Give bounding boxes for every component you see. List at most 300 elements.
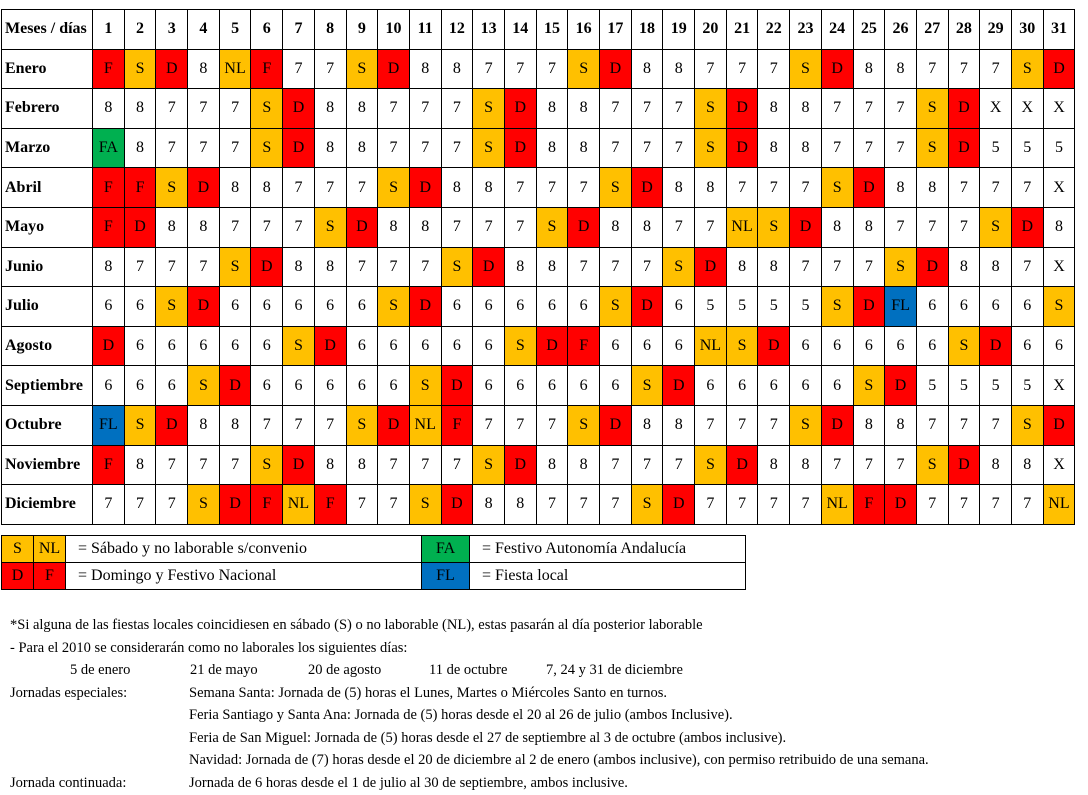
day-cell: 7 bbox=[695, 405, 727, 445]
month-row-diciembre bbox=[2, 485, 1075, 525]
day-cell: 6 bbox=[916, 326, 948, 366]
day-header: 5 bbox=[219, 10, 251, 50]
day-cell: 7 bbox=[378, 247, 410, 287]
day-cell: S bbox=[631, 366, 663, 406]
notes bbox=[10, 614, 929, 794]
day-cell: FL bbox=[885, 287, 917, 327]
day-cell: 7 bbox=[473, 207, 505, 247]
day-cell: 8 bbox=[885, 49, 917, 89]
day-cell: F bbox=[568, 326, 600, 366]
day-cell: 6 bbox=[790, 326, 822, 366]
day-cell: 7 bbox=[283, 168, 315, 208]
day-cell: 7 bbox=[378, 485, 410, 525]
day-cell: 6 bbox=[314, 366, 346, 406]
day-cell: S bbox=[124, 49, 156, 89]
day-header: 18 bbox=[631, 10, 663, 50]
day-cell: 7 bbox=[409, 128, 441, 168]
day-cell: D bbox=[916, 247, 948, 287]
day-cell: 6 bbox=[441, 287, 473, 327]
day-cell: D bbox=[504, 445, 536, 485]
day-cell: D bbox=[409, 168, 441, 208]
day-cell: S bbox=[314, 207, 346, 247]
day-cell: F bbox=[251, 485, 283, 525]
day-cell: 5 bbox=[980, 128, 1012, 168]
day-cell: 6 bbox=[695, 366, 727, 406]
day-cell: 8 bbox=[536, 247, 568, 287]
day-cell: D bbox=[93, 326, 125, 366]
day-cell: 6 bbox=[346, 287, 378, 327]
day-cell: 7 bbox=[219, 89, 251, 129]
day-cell: 7 bbox=[314, 168, 346, 208]
day-cell: 8 bbox=[821, 207, 853, 247]
day-cell: S bbox=[1011, 405, 1043, 445]
day-cell: 6 bbox=[568, 287, 600, 327]
day-cell: D bbox=[504, 89, 536, 129]
date-item: 11 de octubre bbox=[429, 662, 508, 678]
day-cell: 8 bbox=[726, 247, 758, 287]
day-header: 1 bbox=[93, 10, 125, 50]
day-cell: D bbox=[378, 49, 410, 89]
legend-swatch-d: D bbox=[2, 563, 34, 590]
day-cell: NL bbox=[1043, 485, 1075, 525]
day-cell: 7 bbox=[853, 247, 885, 287]
day-cell: 6 bbox=[378, 326, 410, 366]
day-cell: 6 bbox=[916, 287, 948, 327]
day-cell: D bbox=[948, 128, 980, 168]
day-cell: X bbox=[1043, 445, 1075, 485]
day-cell: 6 bbox=[536, 366, 568, 406]
day-cell: 7 bbox=[663, 89, 695, 129]
month-row-enero bbox=[2, 49, 1075, 89]
day-cell: X bbox=[1043, 366, 1075, 406]
day-cell: 6 bbox=[124, 366, 156, 406]
note-local-holidays: *Si alguna de las fiestas locales coincidiesen en sábado (S) o no laborable (NL), estas pasarán al día posterior laborable bbox=[10, 617, 703, 633]
day-cell: 6 bbox=[93, 287, 125, 327]
day-cell: 7 bbox=[631, 89, 663, 129]
day-cell: 7 bbox=[251, 207, 283, 247]
day-header: 14 bbox=[504, 10, 536, 50]
day-cell: 7 bbox=[758, 49, 790, 89]
day-cell: 7 bbox=[631, 247, 663, 287]
day-cell: 5 bbox=[726, 287, 758, 327]
day-cell: 7 bbox=[504, 207, 536, 247]
day-cell: 8 bbox=[283, 247, 315, 287]
day-cell: 7 bbox=[409, 247, 441, 287]
day-cell: 7 bbox=[1011, 485, 1043, 525]
day-header: 11 bbox=[409, 10, 441, 50]
day-cell: 7 bbox=[726, 485, 758, 525]
day-cell: D bbox=[504, 128, 536, 168]
day-cell: F bbox=[251, 49, 283, 89]
month-row-octubre bbox=[2, 405, 1075, 445]
day-cell: D bbox=[188, 168, 220, 208]
day-header: 16 bbox=[568, 10, 600, 50]
day-cell: 8 bbox=[790, 128, 822, 168]
day-cell: 6 bbox=[536, 287, 568, 327]
date-item: 5 de enero bbox=[70, 662, 131, 678]
legend-text-autonomia: = Festivo Autonomía Andalucía bbox=[470, 536, 746, 563]
day-cell: 7 bbox=[821, 247, 853, 287]
non-working-dates bbox=[10, 659, 703, 682]
day-header: 25 bbox=[853, 10, 885, 50]
day-cell: S bbox=[600, 168, 632, 208]
day-cell: NL bbox=[695, 326, 727, 366]
day-cell: 5 bbox=[695, 287, 727, 327]
day-cell: 7 bbox=[916, 49, 948, 89]
day-cell: 8 bbox=[536, 89, 568, 129]
day-cell: 8 bbox=[536, 445, 568, 485]
day-header: 4 bbox=[188, 10, 220, 50]
day-cell: 6 bbox=[219, 287, 251, 327]
day-cell: 6 bbox=[1011, 326, 1043, 366]
day-cell: 7 bbox=[980, 49, 1012, 89]
day-cell: 8 bbox=[93, 247, 125, 287]
month-row-abril bbox=[2, 168, 1075, 208]
day-cell: 7 bbox=[758, 168, 790, 208]
day-cell: 8 bbox=[93, 89, 125, 129]
day-cell: 7 bbox=[821, 445, 853, 485]
day-cell: 7 bbox=[124, 485, 156, 525]
day-cell: 6 bbox=[631, 326, 663, 366]
special-item: Feria de San Miguel: Jornada de (5) horas desde el 27 de septiembre al 3 de octubre (ambos inclusive). bbox=[189, 729, 787, 746]
day-cell: 7 bbox=[504, 49, 536, 89]
day-header: 6 bbox=[251, 10, 283, 50]
day-cell: S bbox=[156, 287, 188, 327]
day-cell: 5 bbox=[948, 366, 980, 406]
month-row-mayo bbox=[2, 207, 1075, 247]
day-cell: 8 bbox=[568, 445, 600, 485]
day-header: 2 bbox=[124, 10, 156, 50]
calendar-body bbox=[2, 49, 1075, 524]
day-cell: 8 bbox=[314, 128, 346, 168]
day-cell: 6 bbox=[504, 287, 536, 327]
legend-swatch-nl: NL bbox=[34, 536, 66, 563]
day-cell: 6 bbox=[346, 366, 378, 406]
day-header: 22 bbox=[758, 10, 790, 50]
day-cell: 8 bbox=[441, 49, 473, 89]
month-label: Noviembre bbox=[2, 445, 93, 485]
month-label: Febrero bbox=[2, 89, 93, 129]
day-header: 19 bbox=[663, 10, 695, 50]
day-cell: 8 bbox=[473, 168, 505, 208]
day-cell: 7 bbox=[536, 168, 568, 208]
day-cell: S bbox=[409, 485, 441, 525]
day-cell: 7 bbox=[283, 49, 315, 89]
day-cell: 8 bbox=[790, 89, 822, 129]
day-cell: S bbox=[441, 247, 473, 287]
day-cell: 7 bbox=[378, 128, 410, 168]
day-header: 15 bbox=[536, 10, 568, 50]
day-cell: 8 bbox=[695, 168, 727, 208]
day-cell: 6 bbox=[790, 366, 822, 406]
day-cell: S bbox=[251, 445, 283, 485]
day-header: 10 bbox=[378, 10, 410, 50]
day-cell: NL bbox=[219, 49, 251, 89]
legend-text-local: = Fiesta local bbox=[470, 563, 746, 590]
day-cell: 6 bbox=[568, 366, 600, 406]
day-cell: 6 bbox=[980, 287, 1012, 327]
day-cell: 6 bbox=[663, 326, 695, 366]
legend-swatch-fl: FL bbox=[422, 563, 470, 590]
month-row-julio bbox=[2, 287, 1075, 327]
day-cell: 6 bbox=[124, 287, 156, 327]
day-cell: X bbox=[1043, 247, 1075, 287]
day-cell: 5 bbox=[790, 287, 822, 327]
day-cell: S bbox=[378, 168, 410, 208]
day-cell: 8 bbox=[885, 168, 917, 208]
day-cell: 7 bbox=[156, 445, 188, 485]
day-cell: NL bbox=[409, 405, 441, 445]
day-cell: 7 bbox=[219, 128, 251, 168]
day-cell: 6 bbox=[283, 366, 315, 406]
day-cell: 7 bbox=[219, 207, 251, 247]
day-cell: FL bbox=[93, 405, 125, 445]
day-cell: D bbox=[156, 49, 188, 89]
day-cell: F bbox=[314, 485, 346, 525]
day-cell: S bbox=[251, 89, 283, 129]
day-cell: S bbox=[853, 366, 885, 406]
day-cell: S bbox=[378, 287, 410, 327]
day-cell: 6 bbox=[473, 366, 505, 406]
day-cell: 7 bbox=[885, 128, 917, 168]
day-cell: S bbox=[346, 405, 378, 445]
legend-row-1 bbox=[2, 536, 746, 563]
day-cell: S bbox=[980, 207, 1012, 247]
day-cell: 8 bbox=[346, 128, 378, 168]
day-cell: 7 bbox=[156, 247, 188, 287]
day-cell: D bbox=[726, 89, 758, 129]
legend-swatch-s: S bbox=[2, 536, 34, 563]
special-item: Feria Santiago y Santa Ana: Jornada de (5) horas desde el 20 al 26 de julio (ambos Inclusive). bbox=[189, 707, 733, 723]
date-item: 21 de mayo bbox=[190, 662, 258, 678]
day-cell: D bbox=[314, 326, 346, 366]
day-cell: S bbox=[124, 405, 156, 445]
day-cell: 7 bbox=[219, 445, 251, 485]
day-cell: S bbox=[188, 485, 220, 525]
day-cell: S bbox=[283, 326, 315, 366]
day-cell: 6 bbox=[504, 366, 536, 406]
day-cell: 6 bbox=[821, 366, 853, 406]
day-header: 26 bbox=[885, 10, 917, 50]
day-cell: D bbox=[758, 326, 790, 366]
day-cell: 8 bbox=[188, 405, 220, 445]
day-cell: 6 bbox=[283, 287, 315, 327]
day-cell: 7 bbox=[695, 207, 727, 247]
day-cell: 8 bbox=[568, 128, 600, 168]
day-cell: D bbox=[663, 366, 695, 406]
day-header: 29 bbox=[980, 10, 1012, 50]
legend-swatch-fa: FA bbox=[422, 536, 470, 563]
day-header: 7 bbox=[283, 10, 315, 50]
day-cell: 8 bbox=[219, 168, 251, 208]
legend-row-2 bbox=[2, 563, 746, 590]
day-cell: 6 bbox=[188, 326, 220, 366]
day-cell: S bbox=[600, 287, 632, 327]
day-cell: D bbox=[219, 485, 251, 525]
day-cell: S bbox=[916, 89, 948, 129]
day-cell: D bbox=[885, 366, 917, 406]
day-cell: D bbox=[536, 326, 568, 366]
day-cell: FA bbox=[93, 128, 125, 168]
day-cell: 7 bbox=[536, 49, 568, 89]
day-cell: 7 bbox=[346, 247, 378, 287]
day-cell: D bbox=[219, 366, 251, 406]
day-cell: 6 bbox=[251, 326, 283, 366]
day-cell: 7 bbox=[695, 49, 727, 89]
day-cell: 7 bbox=[726, 49, 758, 89]
day-cell: 7 bbox=[441, 445, 473, 485]
calendar-table bbox=[1, 9, 1075, 525]
day-cell: D bbox=[980, 326, 1012, 366]
day-cell: S bbox=[473, 89, 505, 129]
day-cell: 8 bbox=[758, 128, 790, 168]
day-cell: D bbox=[663, 485, 695, 525]
day-cell: 7 bbox=[1011, 247, 1043, 287]
day-cell: 7 bbox=[916, 207, 948, 247]
day-cell: 6 bbox=[251, 366, 283, 406]
day-cell: 7 bbox=[346, 168, 378, 208]
day-cell: 7 bbox=[663, 445, 695, 485]
day-cell: 7 bbox=[283, 405, 315, 445]
day-cell: 8 bbox=[219, 405, 251, 445]
day-cell: D bbox=[473, 247, 505, 287]
day-cell: 7 bbox=[93, 485, 125, 525]
day-cell: 6 bbox=[314, 287, 346, 327]
day-header: 27 bbox=[916, 10, 948, 50]
month-row-marzo bbox=[2, 128, 1075, 168]
day-cell: 7 bbox=[726, 168, 758, 208]
month-label: Mayo bbox=[2, 207, 93, 247]
day-cell: S bbox=[251, 128, 283, 168]
day-cell: 6 bbox=[378, 366, 410, 406]
day-cell: X bbox=[1043, 168, 1075, 208]
day-cell: 7 bbox=[758, 485, 790, 525]
day-cell: 7 bbox=[504, 168, 536, 208]
day-cell: S bbox=[536, 207, 568, 247]
day-cell: 6 bbox=[346, 326, 378, 366]
day-cell: 8 bbox=[631, 405, 663, 445]
day-cell: 8 bbox=[568, 89, 600, 129]
date-item: 20 de agosto bbox=[308, 662, 382, 678]
day-cell: 7 bbox=[790, 485, 822, 525]
day-cell: D bbox=[441, 366, 473, 406]
day-cell: 7 bbox=[473, 405, 505, 445]
day-cell: 7 bbox=[314, 405, 346, 445]
day-cell: 6 bbox=[853, 326, 885, 366]
day-cell: NL bbox=[726, 207, 758, 247]
day-cell: 7 bbox=[853, 128, 885, 168]
day-cell: 7 bbox=[600, 128, 632, 168]
day-cell: 7 bbox=[695, 485, 727, 525]
day-cell: 6 bbox=[948, 287, 980, 327]
day-cell: D bbox=[726, 128, 758, 168]
legend bbox=[1, 535, 746, 590]
day-cell: 6 bbox=[885, 326, 917, 366]
month-label: Julio bbox=[2, 287, 93, 327]
day-cell: D bbox=[631, 287, 663, 327]
day-cell: 8 bbox=[124, 445, 156, 485]
day-cell: 8 bbox=[314, 89, 346, 129]
day-cell: 5 bbox=[1043, 128, 1075, 168]
day-cell: S bbox=[663, 247, 695, 287]
day-cell: 7 bbox=[536, 485, 568, 525]
day-cell: 8 bbox=[758, 89, 790, 129]
day-cell: 7 bbox=[916, 485, 948, 525]
day-cell: F bbox=[93, 445, 125, 485]
day-cell: 7 bbox=[568, 247, 600, 287]
day-header: 24 bbox=[821, 10, 853, 50]
day-cell: D bbox=[441, 485, 473, 525]
month-label: Abril bbox=[2, 168, 93, 208]
day-cell: S bbox=[346, 49, 378, 89]
day-header: 20 bbox=[695, 10, 727, 50]
day-cell: S bbox=[695, 128, 727, 168]
day-cell: D bbox=[346, 207, 378, 247]
day-cell: 5 bbox=[758, 287, 790, 327]
day-cell: 6 bbox=[473, 326, 505, 366]
day-cell: 6 bbox=[156, 366, 188, 406]
day-cell: 6 bbox=[93, 366, 125, 406]
day-cell: D bbox=[600, 49, 632, 89]
day-cell: 8 bbox=[600, 207, 632, 247]
legend-text-sunday: = Domingo y Festivo Nacional bbox=[66, 563, 422, 590]
day-cell: 8 bbox=[188, 207, 220, 247]
day-cell: S bbox=[631, 485, 663, 525]
day-header: 3 bbox=[156, 10, 188, 50]
day-cell: S bbox=[219, 247, 251, 287]
day-cell: 8 bbox=[853, 49, 885, 89]
day-cell: F bbox=[93, 207, 125, 247]
day-cell: D bbox=[283, 128, 315, 168]
day-cell: 7 bbox=[504, 405, 536, 445]
day-cell: 8 bbox=[663, 405, 695, 445]
day-cell: 8 bbox=[156, 207, 188, 247]
day-cell: 7 bbox=[885, 207, 917, 247]
day-cell: 7 bbox=[124, 247, 156, 287]
day-cell: S bbox=[409, 366, 441, 406]
day-cell: 7 bbox=[568, 168, 600, 208]
continuous-label: Jornada continuada: bbox=[10, 774, 127, 791]
month-row-agosto bbox=[2, 326, 1075, 366]
day-cell: 8 bbox=[504, 485, 536, 525]
day-cell: 7 bbox=[821, 89, 853, 129]
day-header: 28 bbox=[948, 10, 980, 50]
day-cell: 8 bbox=[409, 49, 441, 89]
day-cell: D bbox=[1043, 405, 1075, 445]
day-cell: NL bbox=[283, 485, 315, 525]
day-cell: S bbox=[695, 89, 727, 129]
day-cell: D bbox=[726, 445, 758, 485]
day-cell: 6 bbox=[473, 287, 505, 327]
day-cell: 7 bbox=[188, 128, 220, 168]
calendar-header-row bbox=[2, 10, 1075, 50]
day-cell: 8 bbox=[631, 207, 663, 247]
day-cell: 7 bbox=[156, 485, 188, 525]
day-cell: 7 bbox=[441, 128, 473, 168]
day-cell: 8 bbox=[378, 207, 410, 247]
day-cell: 7 bbox=[948, 485, 980, 525]
day-cell: 8 bbox=[853, 405, 885, 445]
day-cell: 7 bbox=[314, 49, 346, 89]
day-cell: 8 bbox=[631, 49, 663, 89]
day-cell: D bbox=[409, 287, 441, 327]
day-cell: 8 bbox=[853, 207, 885, 247]
day-cell: 7 bbox=[916, 405, 948, 445]
day-cell: 7 bbox=[980, 405, 1012, 445]
day-cell: 8 bbox=[124, 128, 156, 168]
day-cell: 6 bbox=[219, 326, 251, 366]
day-cell: 7 bbox=[409, 445, 441, 485]
